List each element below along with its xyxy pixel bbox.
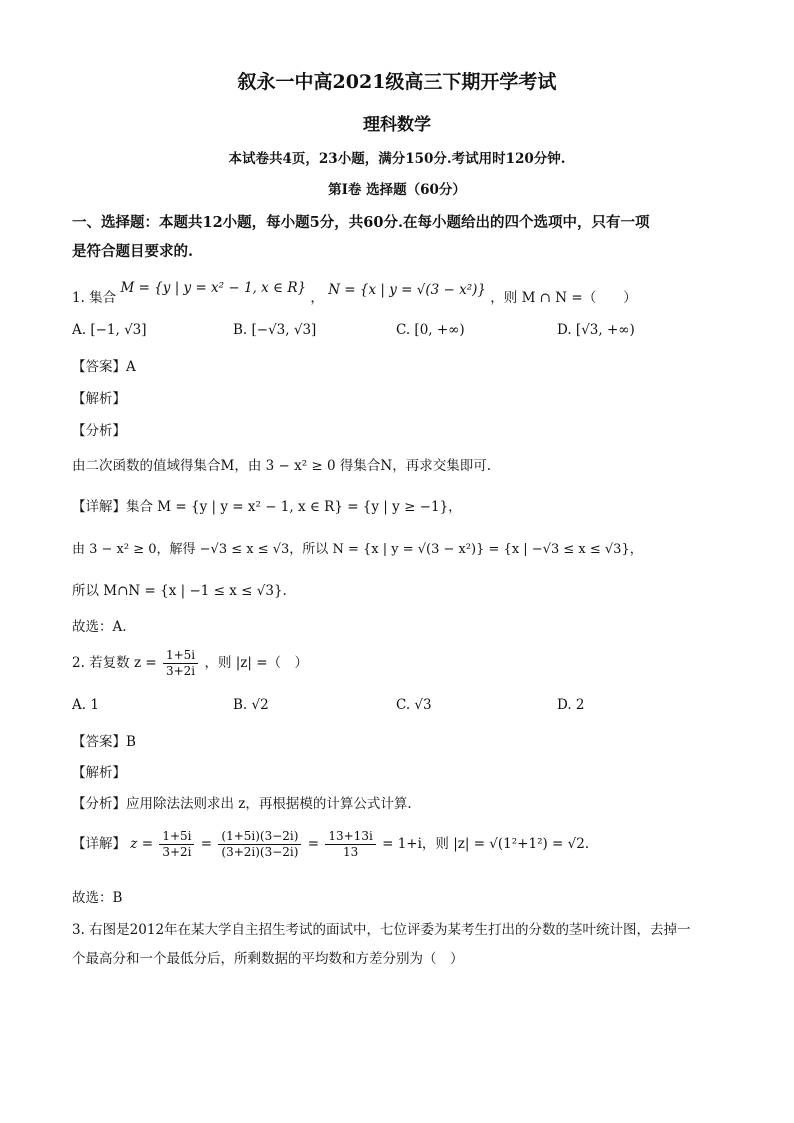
fenxi-tag: 【分析】 [72,796,126,812]
q1-stem [72,280,637,306]
q2-detail [72,829,589,860]
answer-tag: 【答案】 [72,734,126,750]
q1-fenxi-tag: 【分析】 [72,423,126,439]
q3-stem-line-2: 个最高分和一个最低分后，所剩数据的平均数和方差分别为（ ） [72,951,464,967]
q1-answer-value: A [126,359,136,375]
q1-detail-3: 所以 M∩N = {x | −1 ≤ x ≤ √3}. [72,583,287,599]
q2-f2-denominator: (3+2i)(3−2i) [221,845,299,859]
q2-stem [72,648,308,679]
q2-stem-suffix: ，则 |z| =（ ） [204,655,309,671]
q1-option-c[interactable]: C. [0, +∞) [396,322,465,338]
q2-eq1: = [200,836,213,852]
q1-conclusion: 故选：A. [72,619,127,635]
q2-f1-denominator: 3+2i [162,845,192,859]
q1-analysis-tag: 【解析】 [72,391,126,407]
q2-option-d[interactable]: D. 2 [557,697,585,713]
q3-stem-line-1: 3. 右图是2012年在某大学自主招生考试的面试中，七位评委为某考生打出的分数的茎叶统计图，去掉一 [72,922,691,938]
q2-f1-numerator: 1+5i [159,829,194,845]
q2-detail-z: z = [130,836,154,852]
q2-eq2: = [307,836,320,852]
q1-detail-1 [72,501,462,515]
q1-stem-prefix: 1. 集合 [72,290,117,306]
q2-answer [72,736,136,750]
section-heading: 第Ⅰ卷 选择题（60分） [328,182,466,198]
q2-detail-tail: = 1+i，则 |z| = √(1²+1²) = √2. [382,836,590,852]
q1-set-m: M = {y | y = x² − 1, x ∈ R} [120,280,307,296]
q1-option-d[interactable]: D. [√3, +∞) [557,322,635,338]
exam-title: 叙永一中高2021级高三下期开学考试 [237,71,557,93]
q2-fraction-denominator: 3+2i [165,664,196,678]
q1-stem-suffix: ，则 M ∩ N =（ ） [490,290,637,306]
q2-f2-numerator: (1+5i)(3−2i) [218,829,301,845]
q1-fenxi-text: 由二次函数的值域得集合M，由 3 − x² ≥ 0 得集合N，再求交集即可. [72,458,492,474]
q2-conclusion: 故选：B [72,890,123,906]
q1-option-b[interactable]: B. [−√3, √3] [233,322,317,338]
q2-option-b[interactable]: B. √2 [233,697,269,713]
q2-fenxi-text: 应用除法法则求出 z，再根据模的计算公式计算. [126,796,412,812]
q2-option-a[interactable]: A. 1 [72,697,99,713]
q2-fraction [163,648,198,679]
detail-tag: 【详解】 [72,499,126,515]
q1-detail-1-text: 集合 M = {y | y = x² − 1, x ∈ R} = {y | y ≥ −1}， [126,499,462,515]
instructions-line-2: 是符合题目要求的. [72,243,194,260]
q2-fenxi [72,798,412,812]
q1-answer [72,361,136,375]
q2-detail-fraction-3 [325,829,375,860]
q1-detail-2: 由 3 − x² ≥ 0，解得 −√3 ≤ x ≤ √3，所以 N = {x | y = √(3 − x²)} = {x | −√3 ≤ x ≤ √3}， [72,542,643,557]
answer-tag: 【答案】 [72,359,126,375]
q2-fraction-numerator: 1+5i [163,648,198,664]
q2-stem-prefix: 2. 若复数 z = [72,655,157,671]
q1-set-n: N = {x | y = √(3 − x²)} [328,282,486,298]
detail-tag: 【详解】 [72,836,126,852]
q2-f3-numerator: 13+13i [325,829,375,845]
q2-option-c[interactable]: C. √3 [396,697,432,713]
q1-comma: ， [310,290,324,306]
subject-title: 理科数学 [363,115,431,135]
exam-info: 本试卷共4页，23小题，满分150分.考试用时120分钟. [228,151,566,167]
q2-detail-fraction-1 [159,829,194,860]
q1-option-a[interactable]: A. [−1, √3] [72,322,147,338]
q2-answer-value: B [126,734,136,750]
q2-detail-fraction-2 [218,829,301,860]
instructions-line-1: 一、选择题：本题共12小题，每小题5分，共60分.在每小题给出的四个选项中，只有一项 [72,214,650,231]
q2-f3-denominator: 13 [342,845,359,859]
q2-analysis-tag: 【解析】 [72,765,126,781]
